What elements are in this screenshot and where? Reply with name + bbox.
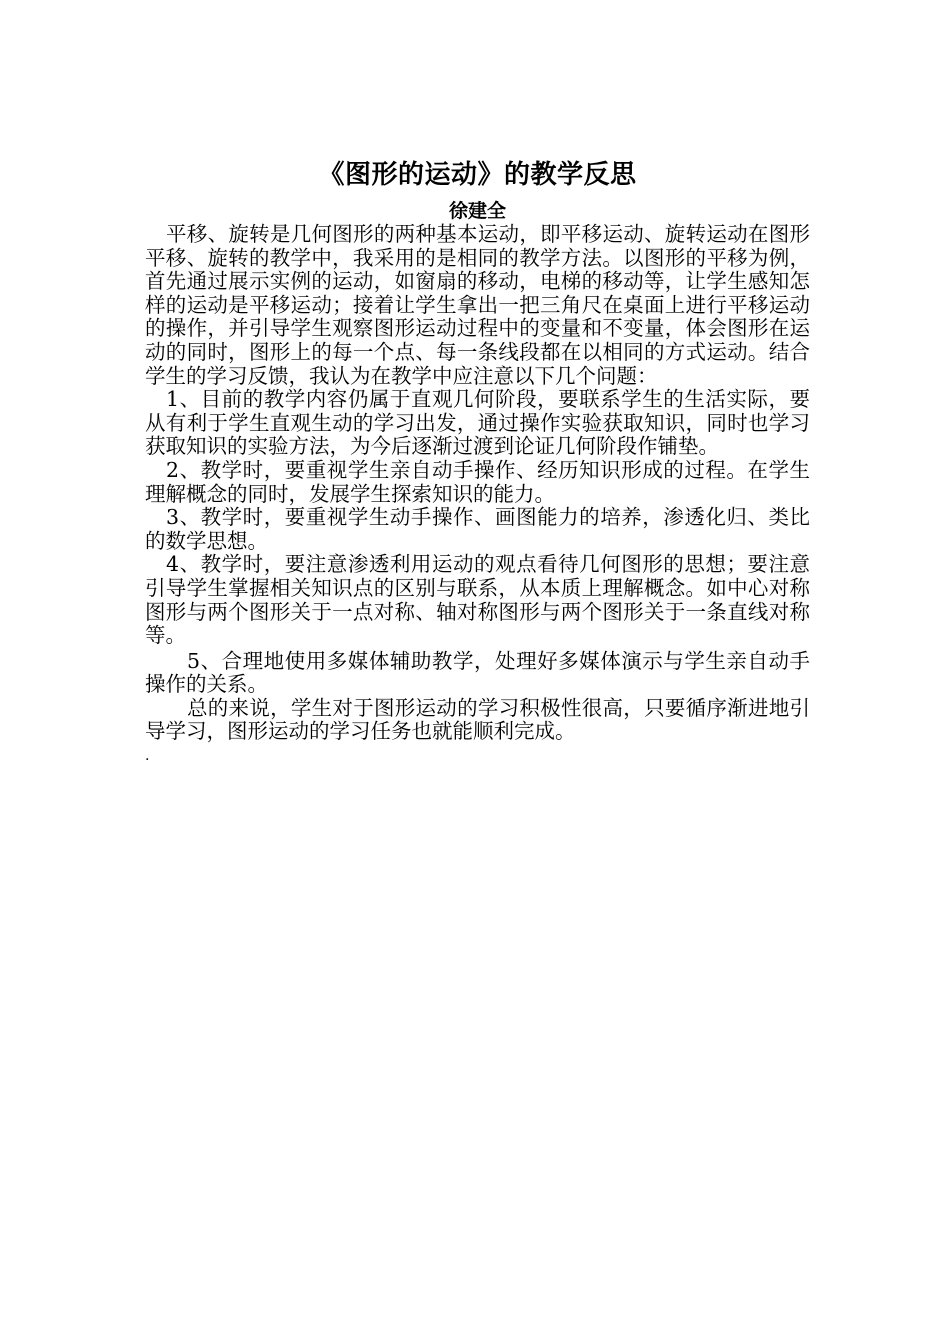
- point-5-paragraph: 5、合理地使用多媒体辅助教学，处理好多媒体演示与学生亲自动手操作的关系。: [145, 648, 810, 697]
- document-body: [145, 157, 810, 764]
- author-name: 徐建全: [448, 200, 506, 222]
- point-4-paragraph: 4、教学时，要注意渗透利用运动的观点看待几何图形的思想；要注意引导学生掌握相关知识点的区别与联系，从本质上理解概念。如中心对称图形与两个图形关于一点对称、轴对称图形与两个图形关于一条直线对称等。: [145, 552, 810, 648]
- document-title: 《图形的运动》的教学反思: [318, 160, 637, 190]
- point-2-paragraph: 2、教学时，要重视学生亲自动手操作、经历知识形成的过程。在学生理解概念的同时，发展学生探索知识的能力。: [145, 457, 810, 506]
- intro-paragraph: 平移、旋转是几何图形的两种基本运动，即平移运动、旋转运动在图形平移、旋转的教学中，我采用的是相同的教学方法。以图形的平移为例，首先通过展示实例的运动，如窗扇的移动，电梯的移动等，让学生感知怎样的运动是平移运动；接着让学生拿出一把三角尺在桌面上进行平移运动的操作，并引导学生观察图形运动过程中的变量和不变量，体会图形在运动的同时，图形上的每一个点、每一条线段都在以相同的方式运动。结合学生的学习反馈，我认为在教学中应注意以下几个问题：: [145, 222, 810, 388]
- point-1-paragraph: 1、目前的教学内容仍属于直观几何阶段，要联系学生的生活实际，要从有利于学生直观生动的学习出发，通过操作实验获取知识，同时也学习获取知识的实验方法，为今后逐渐过渡到论证几何阶段作铺垫。: [145, 387, 810, 459]
- summary-paragraph: 总的来说，学生对于图形运动的学习积极性很高，只要循序渐进地引导学习，图形运动的学习任务也就能顺利完成。: [145, 695, 810, 744]
- trailing-mark: .: [145, 748, 150, 765]
- point-3-paragraph: 3、教学时，要重视学生动手操作、画图能力的培养，渗透化归、类比的数学思想。: [145, 505, 810, 553]
